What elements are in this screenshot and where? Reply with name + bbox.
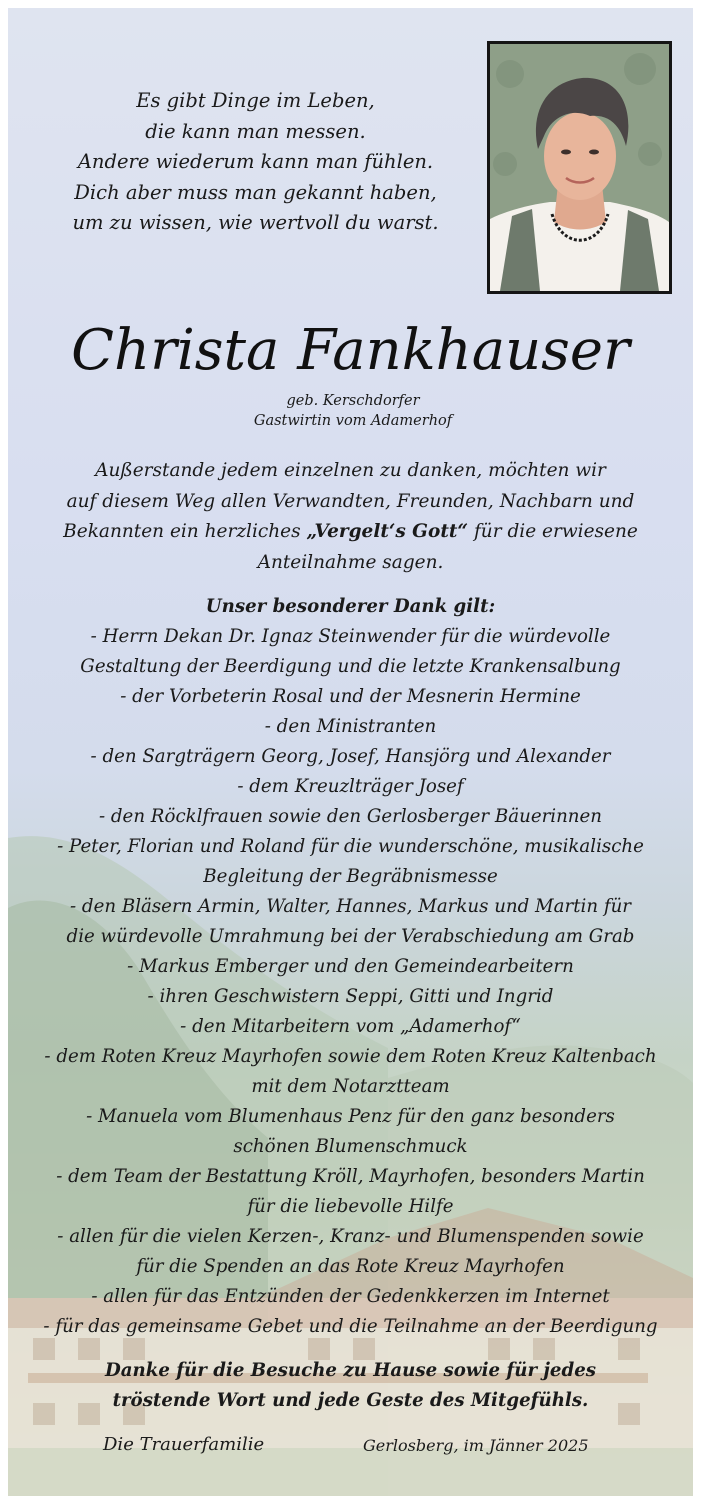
list-item: - der Vorbeterin Rosal und der Mesnerin Hermine [120,686,581,707]
verse-line: Es gibt Dinge im Leben, [136,89,375,112]
intro-line [28,517,673,548]
closing-line: tröstende Wort und jede Geste des Mitgefühls. [112,1390,589,1411]
intro-line: Anteilnahme sagen. [257,551,444,573]
list-item: - ihren Geschwistern Seppi, Gitti und Ingrid [147,986,554,1007]
list-item: mit dem Notarztteam [251,1076,450,1097]
list-item: - für das gemeinsame Gebet und die Teilnahme an der Beerdigung [43,1316,658,1337]
list-item: - den Ministranten [264,716,437,737]
family-signature: Die Trauerfamilie [103,1434,265,1455]
place-date: Gerlosberg, im Jänner 2025 [363,1436,589,1455]
closing-line: Danke für die Besuche zu Hause sowie für jedes [104,1360,597,1381]
list-item: Begleitung der Begräbnismesse [203,866,498,887]
list-item: - Herrn Dekan Dr. Ignaz Steinwender für die würdevolle [90,626,611,647]
list-item: - den Mitarbeitern vom „Adamerhof“ [180,1016,521,1037]
list-item: - dem Kreuzlträger Josef [237,776,464,797]
vergelts-gott: „Vergelt‘s Gott“ [306,521,469,542]
list-item: - dem Roten Kreuz Mayrhofen sowie dem Roten Kreuz Kaltenbach [44,1046,657,1067]
list-item: - den Bläsern Armin, Walter, Hannes, Markus und Martin für [70,896,631,917]
memorial-verse [28,86,483,239]
list-item: - allen für das Entzünden der Gedenkkerzen im Internet [91,1286,610,1307]
list-item: Gestaltung der Beerdigung und die letzte Krankensalbung [80,656,621,677]
obituary-card [8,8,693,1496]
list-item: - allen für die vielen Kerzen-, Kranz- und Blumenspenden sowie [57,1226,644,1247]
portrait-photo [487,41,672,294]
intro-text: Bekannten ein herzliches [63,521,301,542]
list-item: - Peter, Florian und Roland für die wunderschöne, musikalische [57,836,644,857]
verse-line: Dich aber muss man gekannt haben, [74,180,437,204]
list-item: für die liebevolle Hilfe [247,1196,454,1217]
list-item: - Manuela vom Blumenhaus Penz für den ganz besonders [86,1106,615,1127]
intro-line: auf diesem Weg allen Verwandten, Freunden, Nachbarn und [66,490,635,512]
list-item: die würdevolle Umrahmung bei der Verabschiedung am Grab [66,926,635,947]
verse-line: die kann man messen. [145,119,366,143]
deceased-name: Christa Fankhauser [71,318,630,383]
list-item: - dem Team der Bestattung Kröll, Mayrhofen, besonders Martin [56,1166,645,1187]
verse-line: Andere wiederum kann man fühlen. [77,150,434,173]
list-item: schönen Blumenschmuck [233,1136,468,1157]
list-item: - Markus Emberger und den Gemeindearbeitern [127,956,574,977]
intro-text: für die erwiesene [473,521,638,542]
special-thanks-heading: Unser besonderer Dank gilt: [205,596,496,617]
special-thanks-list [14,592,687,1342]
occupation: Gastwirtin vom Adamerhof [253,413,453,429]
list-item: - den Röcklfrauen sowie den Gerlosberger Bäuerinnen [98,806,603,827]
portrait-illustration [490,44,669,291]
closing-thanks [28,1356,673,1416]
list-item: für die Spenden an das Rote Kreuz Mayrhofen [136,1256,565,1277]
thanks-intro [28,456,673,578]
list-item: - den Sargträgern Georg, Josef, Hansjörg und Alexander [90,746,611,767]
intro-line: Außerstande jedem einzelnen zu danken, möchten wir [95,460,606,481]
verse-line: um zu wissen, wie wertvoll du warst. [72,211,439,234]
ground [8,1448,693,1496]
birth-name: geb. Kerschdorfer [286,393,420,409]
